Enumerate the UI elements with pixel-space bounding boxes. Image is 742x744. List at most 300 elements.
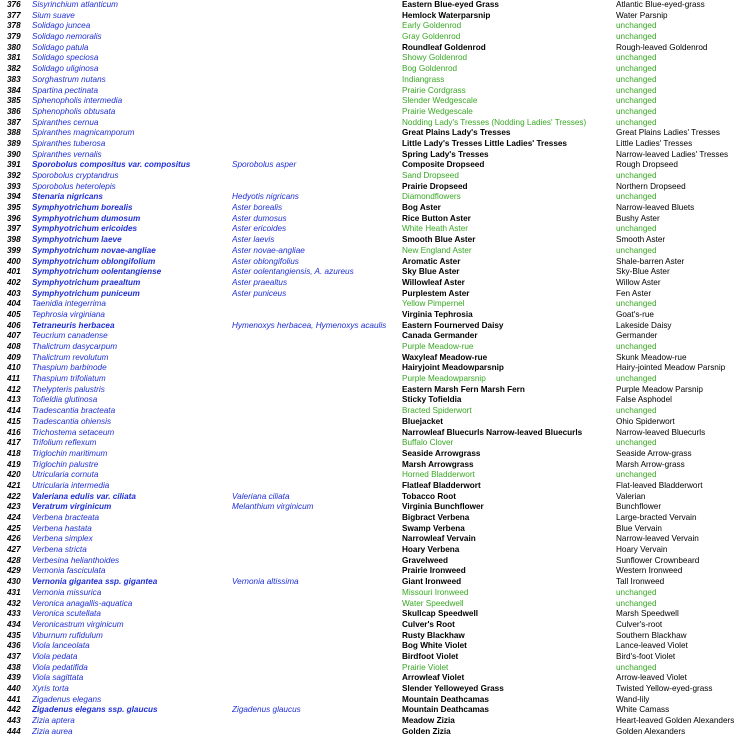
synonym: Aster borealis (232, 203, 283, 213)
table-row (0, 150, 742, 161)
common-name: Eastern Blue-eyed Grass (402, 0, 499, 9)
common-name: Flatleaf Bladderwort (402, 480, 481, 490)
table-row (0, 631, 742, 642)
row-number: 395 (7, 203, 21, 213)
common-name: Bog White Violet (402, 641, 467, 651)
scientific-name: Xyris torta (32, 684, 69, 693)
row-number: 406 (7, 320, 21, 330)
table-row (0, 32, 742, 43)
alternate-name: Narrow-leaved Bluets (616, 203, 695, 213)
scientific-name: Symphyotrichum novae-angliae (32, 245, 156, 255)
alternate-name: Skunk Meadow-rue (616, 352, 687, 362)
row-number: 430 (7, 577, 21, 587)
alternate-name: unchanged (616, 85, 657, 95)
table-row (0, 96, 742, 107)
row-number: 441 (7, 694, 21, 704)
common-name: Roundleaf Goldenrod (402, 42, 486, 52)
alternate-name: unchanged (616, 21, 657, 31)
alternate-name: White Camass (616, 705, 670, 715)
synonym: Aster dumosus (232, 213, 287, 223)
alternate-name: Ohio Spiderwort (616, 416, 675, 426)
alternate-name: Tall Ironweed (616, 577, 665, 587)
scientific-name: Solidago nemoralis (32, 32, 102, 42)
common-name: Marsh Arrowgrass (402, 459, 474, 469)
scientific-name: Sporobolus heterolepis (32, 181, 116, 191)
table-row (0, 641, 742, 652)
alternate-name: Atlantic Blue-eyed-grass (616, 0, 705, 9)
common-name: Bluejacket (402, 416, 443, 426)
row-number: 424 (7, 513, 21, 522)
common-name: Buffalo Clover (402, 438, 454, 448)
scientific-name: Viola pedata (32, 651, 78, 661)
table-row (0, 278, 742, 289)
alternate-name: Blue Vervain (616, 523, 662, 533)
common-name: Hemlock Waterparsnip (402, 10, 491, 20)
row-number: 389 (7, 138, 21, 148)
alternate-name: unchanged (616, 192, 657, 202)
row-number: 421 (7, 480, 21, 490)
common-name: Seaside Arrowgrass (402, 448, 481, 458)
common-name: Swamp Verbena (402, 523, 465, 533)
scientific-name: Symphyotrichum oolentangiense (32, 267, 162, 277)
table-row (0, 107, 742, 118)
table-row (0, 86, 742, 97)
scientific-name: Veronicastrum virginicum (32, 619, 124, 629)
alternate-name: Bushy Aster (616, 213, 660, 223)
table-row (0, 599, 742, 610)
row-number: 412 (7, 384, 21, 394)
scientific-name: Spiranthes vernalis (32, 149, 102, 159)
common-name: Great Plains Lady's Tresses (402, 128, 511, 138)
row-number: 397 (7, 224, 21, 234)
table-row (0, 449, 742, 460)
row-number: 415 (7, 416, 21, 426)
alternate-name: Bird's-foot Violet (616, 651, 676, 661)
table-row (0, 182, 742, 193)
table-row (0, 289, 742, 300)
common-name: Prairie Dropseed (402, 181, 468, 191)
common-name: Gravelweed (402, 555, 448, 565)
common-name: Virginia Tephrosia (402, 309, 473, 319)
table-row (0, 321, 742, 332)
synonym: Hymenoxys herbacea, Hymenoxys acaulis (232, 320, 387, 330)
row-number: 429 (7, 566, 21, 576)
table-row (0, 192, 742, 203)
table-row (0, 128, 742, 139)
scientific-name: Sium suave (32, 10, 75, 20)
common-name: Willowleaf Aster (402, 277, 465, 287)
row-number: 432 (7, 598, 21, 608)
common-name: Little Lady's Tresses Little Ladies' Tresses (402, 138, 567, 148)
alternate-name: Seaside Arrow-grass (616, 448, 692, 458)
row-number: 390 (7, 149, 21, 159)
table-row (0, 53, 742, 64)
scientific-name: Sporobolus cryptandrus (32, 171, 119, 180)
alternate-name: Sky-Blue Aster (616, 267, 670, 277)
common-name: Early Goldenrod (402, 21, 462, 31)
table-row (0, 684, 742, 695)
common-name: Prairie Violet (402, 662, 449, 672)
row-number: 413 (7, 395, 21, 405)
row-number: 380 (7, 42, 21, 52)
row-number: 431 (7, 587, 21, 597)
table-row (0, 139, 742, 150)
row-number: 376 (7, 0, 21, 9)
alternate-name: unchanged (616, 470, 657, 480)
table-row (0, 716, 742, 727)
alternate-name: Arrow-leaved Violet (616, 673, 687, 683)
table-row (0, 652, 742, 663)
row-number: 423 (7, 502, 21, 512)
alternate-name: Valerian (616, 491, 646, 501)
scientific-name: Sisyrinchium atlanticum (32, 0, 118, 9)
scientific-name: Verbena stricta (32, 545, 87, 555)
row-number: 437 (7, 651, 21, 661)
table-row (0, 534, 742, 545)
synonym: Aster oblongifolius (232, 256, 299, 266)
alternate-name: Great Plains Ladies' Tresses (616, 128, 720, 138)
common-name: Sky Blue Aster (402, 267, 460, 277)
scientific-name: Spiranthes tuberosa (32, 138, 106, 148)
row-number: 442 (7, 705, 21, 715)
common-name: Meadow Zizia (402, 716, 455, 726)
common-name: Slender Wedgescale (402, 96, 478, 106)
table-row (0, 577, 742, 588)
table-row (0, 481, 742, 492)
row-number: 387 (7, 117, 21, 127)
common-name: Yellow Pimpernel (402, 299, 465, 309)
scientific-name: Verbesina helianthoides (32, 555, 120, 565)
row-number: 419 (7, 459, 21, 469)
table-row (0, 118, 742, 129)
alternate-name: Narrow-leaved Vervain (616, 534, 699, 544)
row-number: 383 (7, 74, 21, 84)
alternate-name: Golden Alexanders (616, 726, 686, 736)
table-row (0, 438, 742, 449)
alternate-name: unchanged (616, 406, 657, 416)
alternate-name: unchanged (616, 53, 657, 63)
table-row (0, 663, 742, 674)
common-name: Hairyjoint Meadowparsnip (402, 363, 504, 373)
table-row (0, 566, 742, 577)
scientific-name: Veratrum virginicum (32, 502, 112, 512)
row-number: 377 (7, 10, 21, 20)
row-number: 391 (7, 160, 21, 170)
table-row (0, 727, 742, 738)
row-number: 398 (7, 235, 21, 245)
table-row (0, 64, 742, 75)
alternate-name: Sunflower Crownbeard (616, 555, 700, 565)
scientific-name: Zigadenus elegans (32, 694, 102, 704)
alternate-name: unchanged (616, 32, 657, 42)
row-number: 403 (7, 288, 21, 298)
synonym: Aster puniceus (232, 288, 287, 298)
scientific-name: Taenidia integerrima (32, 299, 106, 309)
scientific-name: Thalictrum revolutum (32, 352, 109, 362)
synonym: Aster novae-angliae (232, 245, 305, 255)
row-number: 378 (7, 21, 21, 31)
scientific-name: Valeriana edulis var. ciliata (32, 491, 136, 501)
row-number: 434 (7, 619, 21, 629)
scientific-name: Zigadenus elegans ssp. glaucus (32, 705, 158, 715)
common-name: Skullcap Speedwell (402, 609, 478, 619)
scientific-name: Tofieldia glutinosa (32, 395, 98, 405)
table-row (0, 310, 742, 321)
synonym: Aster oolentangiensis, A. azureus (232, 267, 354, 277)
common-name: Bog Goldenrod (402, 64, 458, 74)
alternate-name: Northern Dropseed (616, 181, 686, 191)
scientific-name: Vernonia fasciculata (32, 566, 106, 576)
table-row (0, 470, 742, 481)
common-name: Purple Meadow-rue (402, 342, 474, 351)
row-number: 382 (7, 64, 21, 74)
scientific-name: Zizia aptera (32, 716, 75, 726)
row-number: 408 (7, 342, 21, 351)
table-row (0, 224, 742, 235)
alternate-name: Southern Blackhaw (616, 630, 687, 640)
synonym: Aster laevis (232, 235, 275, 245)
alternate-name: Germander (616, 331, 658, 341)
scientific-name: Solidago uliginosa (32, 64, 99, 74)
row-number: 427 (7, 545, 21, 555)
table-row (0, 428, 742, 439)
row-number: 394 (7, 192, 21, 202)
table-row (0, 620, 742, 631)
table-row (0, 695, 742, 706)
scientific-name: Vernonia missurica (32, 587, 102, 597)
common-name: Missouri Ironweed (402, 587, 469, 597)
table-row (0, 246, 742, 257)
alternate-name: Little Ladies' Tresses (616, 138, 693, 148)
common-name: Eastern Marsh Fern Marsh Fern (402, 384, 525, 394)
common-name: Spring Lady's Tresses (402, 149, 489, 159)
common-name: Narrowleaf Bluecurls Narrow-leaved Bluecurls (402, 427, 583, 437)
common-name: Sticky Tofieldia (402, 395, 462, 405)
row-number: 409 (7, 352, 21, 362)
row-number: 385 (7, 96, 21, 106)
common-name: Hoary Verbena (402, 545, 460, 555)
table-row (0, 21, 742, 32)
table-row (0, 214, 742, 225)
alternate-name: unchanged (616, 438, 657, 448)
alternate-name: Marsh Arrow-grass (616, 459, 685, 469)
row-number: 401 (7, 267, 21, 277)
scientific-name: Tetraneuris herbacea (32, 320, 115, 330)
alternate-name: Shale-barren Aster (616, 256, 685, 266)
common-name: Indiangrass (402, 74, 445, 84)
common-name: Showy Goldenrod (402, 53, 468, 63)
common-name: Prairie Ironweed (402, 566, 466, 576)
common-name: Rice Button Aster (402, 213, 471, 223)
alternate-name: Bunchflower (616, 502, 662, 512)
alternate-name: Twisted Yellow-eyed-grass (616, 684, 713, 693)
common-name: Purple Meadowparsnip (402, 374, 486, 384)
scientific-name: Thaspium barbinode (32, 363, 107, 373)
alternate-name: unchanged (616, 587, 657, 597)
common-name: Horned Bladderwort (402, 470, 475, 480)
row-number: 428 (7, 555, 21, 565)
scientific-name: Spartina pectinata (32, 85, 98, 95)
common-name: Gray Goldenrod (402, 32, 461, 42)
table-row (0, 363, 742, 374)
common-name: Nodding Lady's Tresses (Nodding Ladies' Tresses) (402, 117, 587, 127)
scientific-name: Tephrosia virginiana (32, 309, 105, 319)
table-row (0, 609, 742, 620)
scientific-name: Utricularia cornuta (32, 470, 99, 480)
common-name: Birdfoot Violet (402, 651, 459, 661)
row-number: 399 (7, 245, 21, 255)
alternate-name: Rough-leaved Goldenrod (616, 42, 708, 52)
scientific-name: Solidago speciosa (32, 53, 99, 63)
table-row (0, 43, 742, 54)
scientific-name: Sorghastrum nutans (32, 74, 106, 84)
table-row (0, 513, 742, 524)
scientific-name: Symphyotrichum praealtum (32, 277, 141, 287)
scientific-name: Symphyotrichum puniceum (32, 288, 140, 298)
scientific-name: Sporobolus compositus var. compositus (32, 160, 191, 170)
common-name: Golden Zizia (402, 726, 451, 736)
common-name: Composite Dropseed (402, 160, 485, 170)
table-row (0, 374, 742, 385)
row-number: 396 (7, 213, 21, 223)
table-row (0, 545, 742, 556)
common-name: Rusty Blackhaw (402, 630, 465, 640)
common-name: Eastern Fournerved Daisy (402, 320, 504, 330)
scientific-name: Spiranthes magnicamporum (32, 128, 135, 138)
row-number: 410 (7, 363, 21, 373)
common-name: Sand Dropseed (402, 171, 459, 180)
alternate-name: Culver's-root (616, 619, 663, 629)
alternate-name: unchanged (616, 245, 657, 255)
alternate-name: unchanged (616, 106, 657, 116)
scientific-name: Verbena bracteata (32, 513, 100, 522)
alternate-name: Marsh Speedwell (616, 609, 679, 619)
row-number: 405 (7, 309, 21, 319)
scientific-name: Zizia aurea (32, 726, 73, 736)
alternate-name: Goat's-rue (616, 309, 654, 319)
row-number: 404 (7, 299, 21, 309)
row-number: 418 (7, 448, 21, 458)
table-row (0, 342, 742, 353)
common-name: Narrowleaf Vervain (402, 534, 476, 544)
row-number: 444 (7, 726, 21, 736)
scientific-name: Symphyotrichum borealis (32, 203, 133, 213)
alternate-name: Hairy-jointed Meadow Parsnip (616, 363, 726, 373)
common-name: Waxyleaf Meadow-rue (402, 352, 488, 362)
synonym: Hedyotis nigricans (232, 192, 299, 202)
alternate-name: unchanged (616, 171, 657, 180)
synonym: Vernonia altissima (232, 577, 299, 587)
table-row (0, 235, 742, 246)
table-row (0, 492, 742, 503)
row-number: 379 (7, 32, 21, 42)
scientific-name: Spiranthes cernua (32, 117, 99, 127)
table-row (0, 395, 742, 406)
common-name: Diamondflowers (402, 192, 461, 202)
common-name: Prairie Wedgescale (402, 106, 473, 116)
row-number: 388 (7, 128, 21, 138)
row-number: 436 (7, 641, 21, 651)
scientific-name: Viola lanceolata (32, 641, 90, 651)
common-name: New England Aster (402, 245, 472, 255)
row-number: 384 (7, 85, 21, 95)
alternate-name: unchanged (616, 224, 657, 234)
alternate-name: Lance-leaved Violet (616, 641, 688, 651)
scientific-name: Triglochin palustre (32, 459, 99, 469)
scientific-name: Tradescantia bracteata (32, 406, 116, 416)
table-row (0, 353, 742, 364)
row-number: 393 (7, 181, 21, 191)
common-name: Bigbract Verbena (402, 513, 470, 522)
scientific-name: Thelypteris palustris (32, 384, 105, 394)
alternate-name: unchanged (616, 662, 657, 672)
scientific-name: Symphyotrichum oblongifolium (32, 256, 156, 266)
scientific-name: Symphyotrichum dumosum (32, 213, 141, 223)
common-name: Purplestem Aster (402, 288, 470, 298)
row-number: 425 (7, 523, 21, 533)
alternate-name: unchanged (616, 342, 657, 351)
scientific-name: Solidago patula (32, 42, 89, 52)
row-number: 392 (7, 171, 21, 180)
table-row (0, 160, 742, 171)
table-row (0, 406, 742, 417)
table-row (0, 171, 742, 182)
table-row (0, 502, 742, 513)
synonym: Valeriana ciliata (232, 491, 290, 501)
common-name: Aromatic Aster (402, 256, 461, 266)
common-name: White Heath Aster (402, 224, 468, 234)
alternate-name: Lakeside Daisy (616, 320, 672, 330)
table-row (0, 11, 742, 22)
alternate-name: Narrow-leaved Bluecurls (616, 427, 706, 437)
common-name: Smooth Blue Aster (402, 235, 476, 245)
scientific-name: Tradescantia ohiensis (32, 416, 112, 426)
row-number: 435 (7, 630, 21, 640)
scientific-name: Veronica anagallis-aquatica (32, 598, 133, 608)
alternate-name: Water Parsnip (616, 10, 668, 20)
scientific-name: Stenaria nigricans (32, 192, 103, 202)
scientific-name: Sphenopholis intermedia (32, 96, 123, 106)
scientific-name: Verbena hastata (32, 523, 92, 533)
alternate-name: unchanged (616, 374, 657, 384)
table-row (0, 460, 742, 471)
row-number: 433 (7, 609, 21, 619)
scientific-name: Teucrium canadense (32, 331, 108, 341)
alternate-name: Hoary Vervain (616, 545, 668, 555)
table-row (0, 524, 742, 535)
scientific-name: Trichostema setaceum (32, 427, 115, 437)
row-number: 386 (7, 106, 21, 116)
alternate-name: unchanged (616, 74, 657, 84)
synonym: Zigadenus glaucus (232, 705, 301, 715)
common-name: Tobacco Root (402, 491, 456, 501)
scientific-name: Viola sagittata (32, 673, 84, 683)
row-number: 381 (7, 53, 21, 63)
row-number: 416 (7, 427, 21, 437)
scientific-name: Triglochin maritimum (32, 448, 108, 458)
alternate-name: Heart-leaved Golden Alexanders (616, 716, 735, 726)
row-number: 402 (7, 277, 21, 287)
common-name: Mountain Deathcamas (402, 705, 489, 715)
scientific-name: Solidago juncea (32, 21, 91, 31)
alternate-name: Smooth Aster (616, 235, 666, 245)
row-number: 439 (7, 673, 21, 683)
alternate-name: Willow Aster (616, 277, 661, 287)
scientific-name: Trifolium reflexum (32, 438, 97, 448)
common-name: Water Speedwell (402, 598, 464, 608)
alternate-name: unchanged (616, 117, 657, 127)
alternate-name: Flat-leaved Bladderwort (616, 480, 703, 490)
